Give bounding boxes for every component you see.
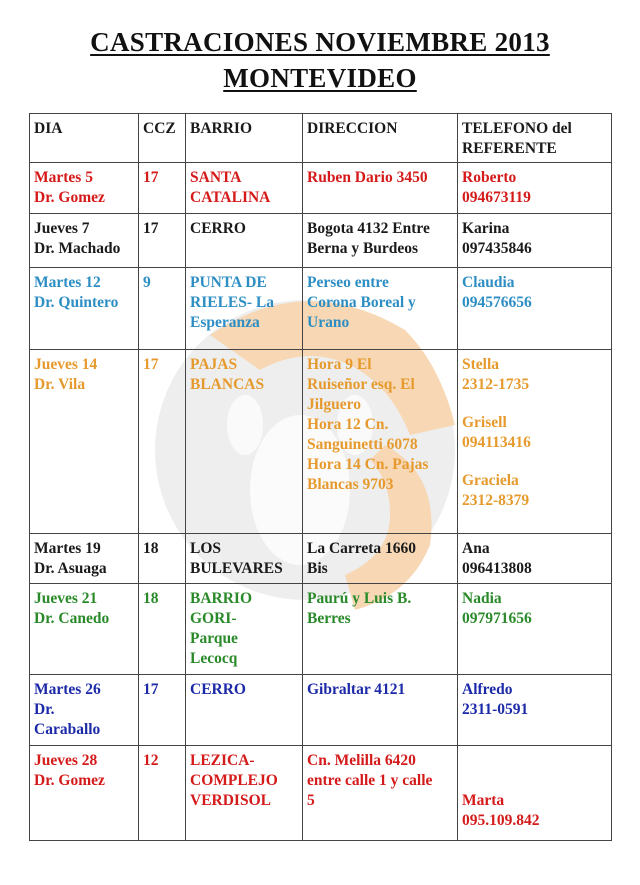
cell-barrio: CERRO: [186, 675, 303, 746]
cell-telefono: Marta 095.109.842: [458, 746, 612, 841]
cell-ccz: 18: [139, 534, 186, 584]
cell-barrio: BARRIO GORI- Parque Lecocq: [186, 584, 303, 675]
cell-barrio: SANTA CATALINA: [186, 163, 303, 214]
cell-ccz: 9: [139, 268, 186, 350]
cell-dia: Jueves 7 Dr. Machado: [30, 214, 139, 268]
table-row: [30, 163, 612, 214]
contact-entry: Graciela 2312-8379: [462, 472, 530, 509]
header-barrio: BARRIO: [186, 114, 303, 163]
cell-telefono: Roberto 094673119: [458, 163, 612, 214]
cell-dia: Martes 19 Dr. Asuaga: [30, 534, 139, 584]
table-row: [30, 534, 612, 584]
header-ccz: CCZ: [139, 114, 186, 163]
cell-telefono: Alfredo 2311-0591: [458, 675, 612, 746]
cell-direccion: Perseo entre Corona Boreal y Urano: [303, 268, 458, 350]
cell-ccz: 18: [139, 584, 186, 675]
cell-direccion: Ruben Dario 3450: [303, 163, 458, 214]
table-row: [30, 584, 612, 675]
cell-ccz: 17: [139, 214, 186, 268]
cell-direccion: Bogota 4132 Entre Berna y Burdeos: [303, 214, 458, 268]
cell-barrio: PAJAS BLANCAS: [186, 350, 303, 534]
header-direccion: DIRECCION: [303, 114, 458, 163]
page-subtitle: MONTEVIDEO: [223, 63, 417, 93]
table-row: [30, 746, 612, 841]
cell-telefono: Karina 097435846: [458, 214, 612, 268]
header-telefono: TELEFONO del REFERENTE: [458, 114, 612, 163]
cell-ccz: 17: [139, 675, 186, 746]
cell-ccz: 12: [139, 746, 186, 841]
cell-direccion: Paurú y Luis B. Berres: [303, 584, 458, 675]
cell-direccion: Cn. Melilla 6420 entre calle 1 y calle 5: [303, 746, 458, 841]
cell-barrio: LOS BULEVARES: [186, 534, 303, 584]
cell-dia: Martes 5 Dr. Gomez: [30, 163, 139, 214]
cell-telefono: Nadia 097971656: [458, 584, 612, 675]
table-row: [30, 214, 612, 268]
cell-telefono-multi: [458, 350, 612, 534]
contact-entry: Grisell 094113416: [462, 414, 531, 451]
cell-ccz: 17: [139, 350, 186, 534]
table-row: [30, 268, 612, 350]
cell-direccion: Gibraltar 4121: [303, 675, 458, 746]
cell-dia: Martes 12 Dr. Quintero: [30, 268, 139, 350]
page-title: CASTRACIONES NOVIEMBRE 2013: [90, 27, 550, 57]
table-row: [30, 350, 612, 534]
cell-direccion: La Carreta 1660 Bis: [303, 534, 458, 584]
cell-barrio: CERRO: [186, 214, 303, 268]
cell-dia: Jueves 14 Dr. Vila: [30, 350, 139, 534]
cell-dia: Jueves 28 Dr. Gomez: [30, 746, 139, 841]
cell-barrio: LEZICA- COMPLEJO VERDISOL: [186, 746, 303, 841]
header-row: [30, 114, 612, 163]
table-row: [30, 675, 612, 746]
cell-ccz: 17: [139, 163, 186, 214]
schedule-table: [29, 113, 612, 841]
contact-entry: Stella 2312-1735: [462, 356, 530, 393]
cell-telefono: Claudia 094576656: [458, 268, 612, 350]
cell-direccion: Hora 9 El Ruiseñor esq. El Jilguero Hora 12 Cn. Sanguinetti 6078 Hora 14 Cn. Pajas Blancas 9703: [303, 350, 458, 534]
cell-telefono: Ana 096413808: [458, 534, 612, 584]
cell-dia: Jueves 21 Dr. Canedo: [30, 584, 139, 675]
header-dia: DIA: [30, 114, 139, 163]
cell-dia: Martes 26 Dr. Caraballo: [30, 675, 139, 746]
cell-barrio: PUNTA DE RIELES- La Esperanza: [186, 268, 303, 350]
